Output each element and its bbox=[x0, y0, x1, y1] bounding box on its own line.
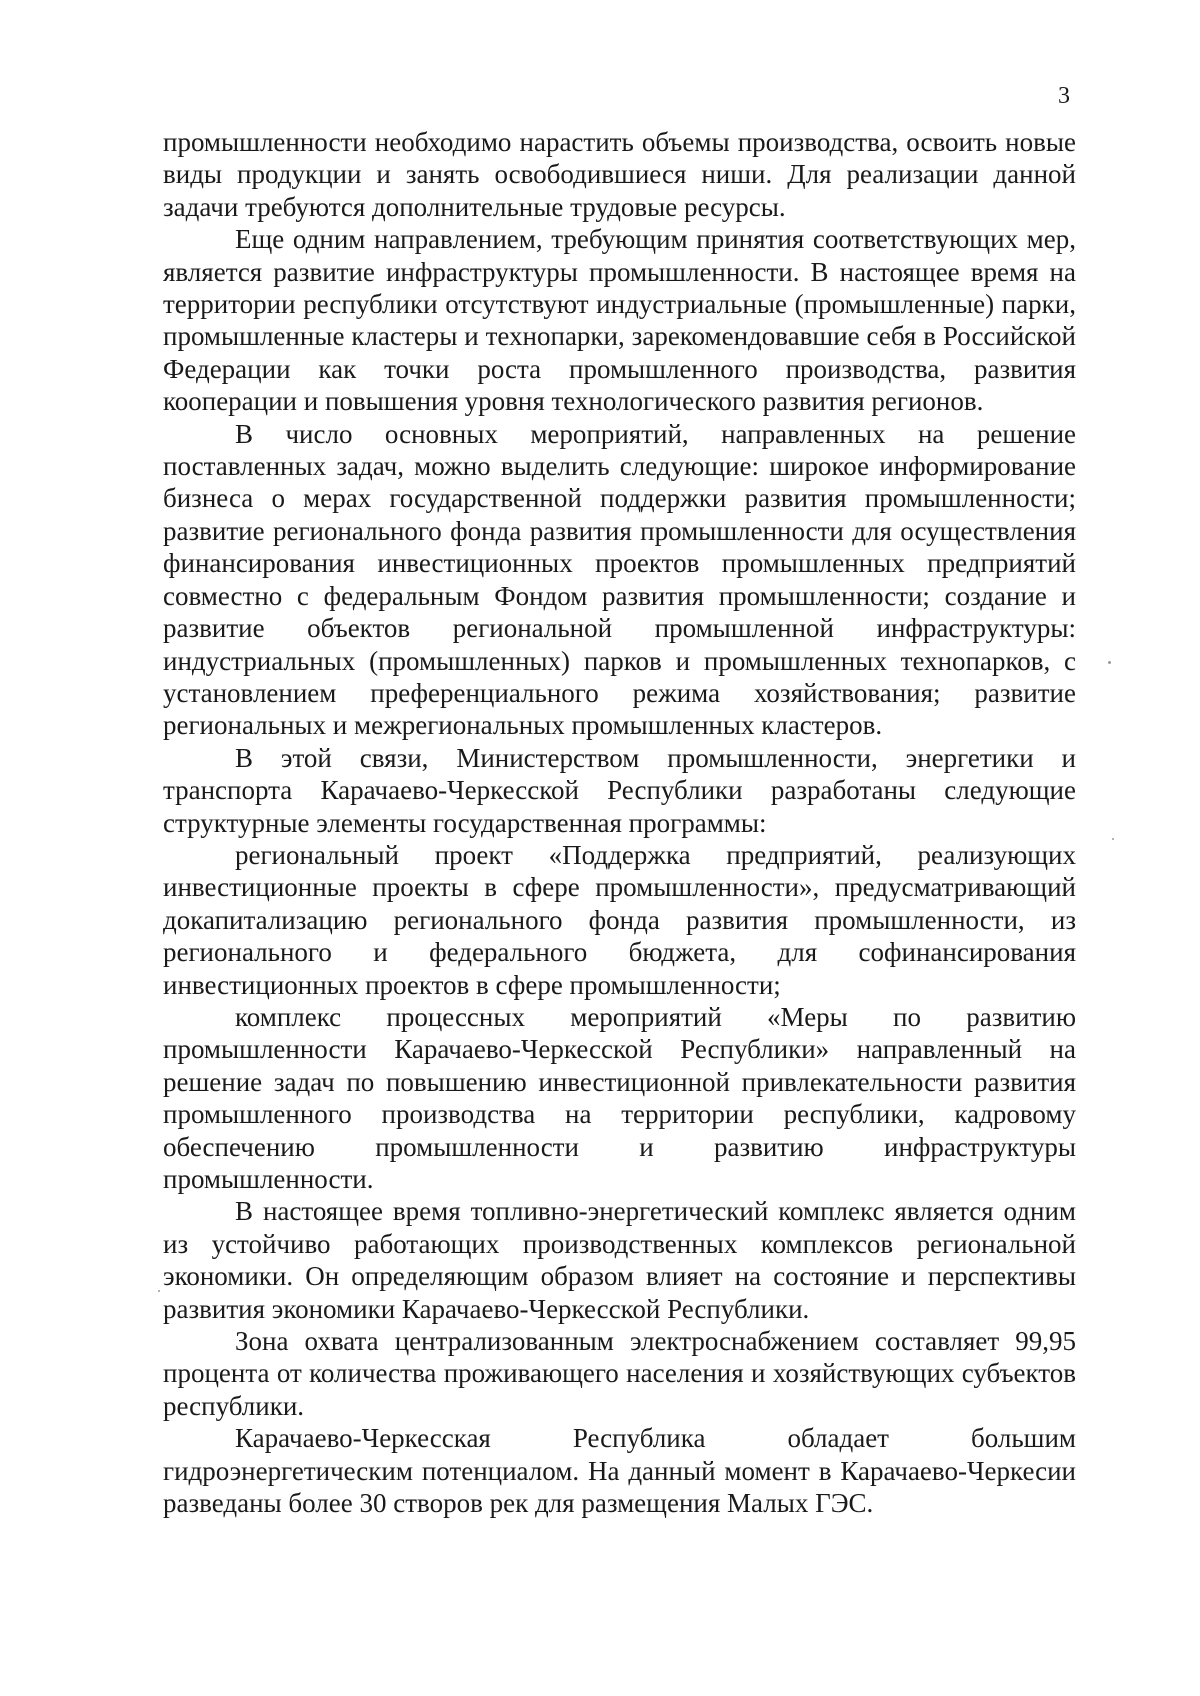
scan-speck bbox=[158, 1290, 160, 1292]
document-body bbox=[163, 126, 1076, 1519]
paragraph: В этой связи, Министерством промышленности, энергетики и транспорта Карачаево-Черкесской Республики разработаны следующие структурные элементы государственная программы: bbox=[163, 742, 1076, 838]
paragraph: Зона охвата централизованным электроснабжением составляет 99,95 процента от количества проживающего населения и хозяйствующих субъектов республики. bbox=[163, 1326, 1076, 1421]
list-paragraph: региональный проект «Поддержка предприятий, реализующих инвестиционные проекты в сфере промышленности», предусматривающий докапитализацию регионального фонда развития промышленности, из регионального и федерального бюджета, для софинансирования инвестиционных проектов в сфере промышленности; bbox=[163, 839, 1076, 1000]
paragraph: промышленности необходимо нарастить объемы производства, освоить новые виды продукции и занять освободившиеся ниши. Для реализации данной задачи требуются дополнительные трудовые ресурсы. bbox=[163, 127, 1076, 222]
page-number: 3 bbox=[1058, 83, 1070, 109]
paragraph: В настоящее время топливно-энергетический комплекс является одним из устойчиво работающих производственных комплексов региональной экономики. Он определяющим образом влияет на состояние и перспективы развития экономики Карачаево-Черкесской Республики. bbox=[163, 1196, 1076, 1324]
paragraph: Карачаево-Черкесская Республика обладает большим гидроэнергетическим потенциалом. На данный момент в Карачаево-Черкесии разведаны более 30 створов рек для размещения Малых ГЭС. bbox=[163, 1423, 1076, 1519]
scan-speck bbox=[1112, 838, 1114, 840]
scan-speck bbox=[1108, 661, 1111, 664]
paragraph: Еще одним направлением, требующим принятия соответствующих мер, является развитие инфраструктуры промышленности. В настоящее время на территории республики отсутствуют индустриальные (промышленные) парки, промышленные кластеры и технопарки, зарекомендовавшие себя в Российской Федерации как точки роста промышленного производства, развития кооперации и повышения уровня технологического развития регионов. bbox=[163, 224, 1076, 417]
paragraph: В число основных мероприятий, направленных на решение поставленных задач, можно выделить следующие: широкое информирование бизнеса о мерах государственной поддержки развития промышленности; развитие регионального фонда развития промышленности для осуществления финансирования инвестиционных проектов промышленных предприятий совместно с федеральным Фондом развития промышленности; создание и развитие объектов региональной промышленной инфраструктуры: индустриальных (промышленных) парков и промышленных технопарков, с установлением преференциального режима хозяйствования; развитие региональных и межрегиональных промышленных кластеров. bbox=[163, 418, 1076, 741]
list-paragraph: комплекс процессных мероприятий «Меры по развитию промышленности Карачаево-Черкесской Республики» направленный на решение задач по повышению инвестиционной привлекательности развития промышленного производства на территории республики, кадровому обеспечению промышленности и развитию инфраструктуры промышленности. bbox=[163, 1001, 1076, 1194]
